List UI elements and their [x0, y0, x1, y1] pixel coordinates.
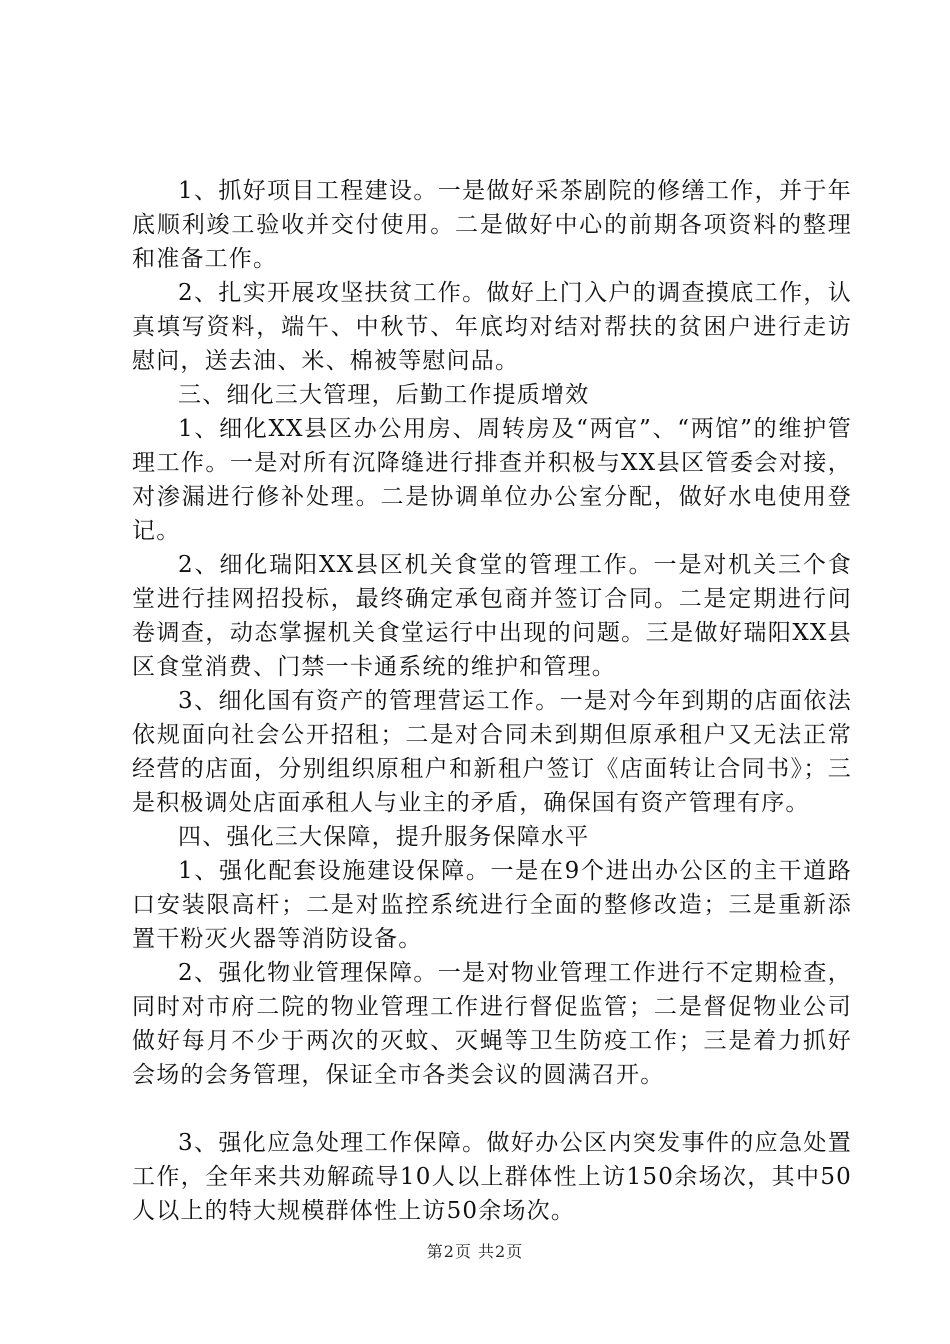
paragraph-canteen-management: 2、细化瑞阳XX县区机关食堂的管理工作。一是对机关三个食堂进行挂网招投标，最终确定承包商并签订合同。二是定期进行问卷调查，动态掌握机关食堂运行中出现的问题。三是做好瑞阳XX县区食堂消费、门禁一卡通系统的维护和管理。 — [132, 552, 852, 680]
document-body — [132, 174, 852, 1228]
paragraph-property-management: 2、强化物业管理保障。一是对物业管理工作进行不定期检查，同时对市府二院的物业管理工作进行督促监管；二是督促物业公司做好每月不少于两次的灭蚊、灭蝇等卫生防疫工作；三是着力抓好会场的会务管理，保证全市各类会议的圆满召开。 — [132, 960, 852, 1088]
paragraph-state-assets: 3、细化国有资产的管理营运工作。一是对今年到期的店面依法依规面向社会公开招租；二是对合同未到期但原承租户又无法正常经营的店面，分别组织原租户和新租户签订《店面转让合同书》；三是积极调处店面承租人与业主的矛盾，确保国有资产管理有序。 — [132, 688, 852, 816]
paragraph-emergency-handling: 3、强化应急处理工作保障。做好办公区内突发事件的应急处置工作，全年来共劝解疏导10人以上群体性上访150余场次，其中50人以上的特大规模群体性上访50余场次。 — [132, 1130, 852, 1224]
paragraph-facilities: 1、强化配套设施建设保障。一是在9个进出办公区的主干道路口安装限高杆；二是对监控系统进行全面的整修改造；三是重新添置干粉灭火器等消防设备。 — [132, 858, 852, 952]
section-heading-three: 三、细化三大管理，后勤工作提质增效 — [178, 382, 590, 408]
paragraph-poverty-alleviation: 2、扎实开展攻坚扶贫工作。做好上门入户的调查摸底工作，认真填写资料，端午、中秋节、年底均对结对帮扶的贫困户进行走访慰问，送去油、米、棉被等慰问品。 — [132, 280, 852, 374]
paragraph-office-housing: 1、细化XX县区办公用房、周转房及“两官”、“两馆”的维护管理工作。一是对所有沉降缝进行排查并积极与XX县区管委会对接，对渗漏进行修补处理。二是协调单位办公室分配，做好水电使用登记。 — [132, 416, 852, 544]
section-heading-four: 四、强化三大保障，提升服务保障水平 — [178, 824, 590, 850]
page-number-footer: 第2页 共2页 — [426, 1242, 524, 1261]
paragraph-project-construction: 1、抓好项目工程建设。一是做好采茶剧院的修缮工作，并于年底顺利竣工验收并交付使用。二是做好中心的前期各项资料的整理和准备工作。 — [132, 178, 852, 272]
